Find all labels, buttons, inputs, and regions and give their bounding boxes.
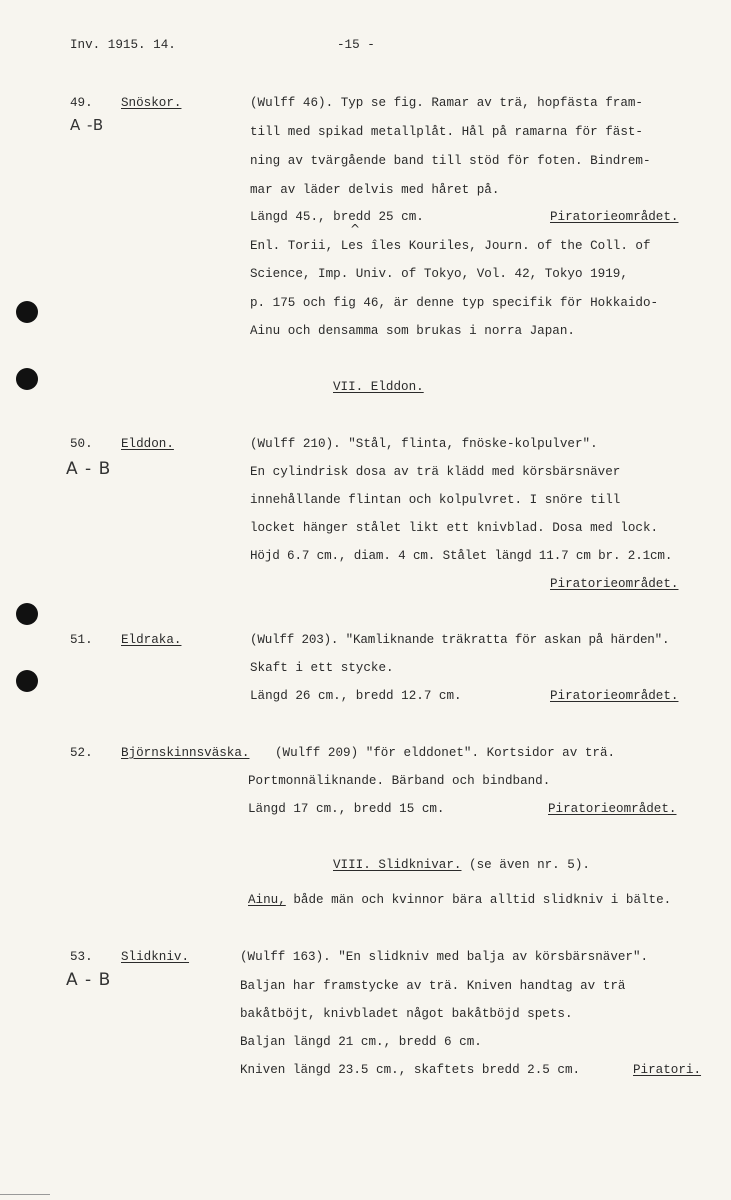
entry-line: innehållande flintan och kolpulvret. I snöre till xyxy=(250,493,621,507)
entry-line: till med spikad metallplåt. Hål på ramarna för fäst- xyxy=(250,125,643,139)
entry-place: Piratorieområdet. xyxy=(548,802,677,816)
handwritten-mark: A - B xyxy=(66,970,112,990)
page-number: -15 - xyxy=(337,38,375,52)
entry-number: 53. xyxy=(70,950,93,964)
entry-line: ning av tvärgående band till stöd för foten. Bindrem- xyxy=(250,154,651,168)
entry-line: Höjd 6.7 cm., diam. 4 cm. Stålet längd 11.7 cm br. 2.1cm. xyxy=(250,549,673,563)
entry-line: En cylindrisk dosa av trä klädd med körsbärsnäver xyxy=(250,465,621,479)
entry-place: Piratorieområdet. xyxy=(550,577,679,591)
punch-hole xyxy=(16,301,38,323)
section-heading-line xyxy=(333,858,590,872)
entry-title: Slidkniv. xyxy=(121,950,190,964)
entry-line: p. 175 och fig 46, är denne typ specifik för Hokkaido- xyxy=(250,296,659,310)
scan-edge-line xyxy=(0,1194,50,1195)
entry-line: (Wulff 210). "Stål, flinta, fnöske-kolpulver". xyxy=(250,437,598,451)
entry-line: (Wulff 203). "Kamliknande träkratta för askan på härden". xyxy=(250,633,670,647)
section-note: (se även nr. 5). xyxy=(469,858,590,872)
punch-hole xyxy=(16,670,38,692)
entry-line: mar av läder delvis med håret på. xyxy=(250,183,500,197)
entry-title: Björnskinnsväska. xyxy=(121,746,250,760)
section-intro xyxy=(248,893,671,907)
insertion-caret: ^ xyxy=(350,222,361,236)
entry-line: Ainu och densamma som brukas i norra Japan. xyxy=(250,324,575,338)
entry-line: Längd 17 cm., bredd 15 cm. xyxy=(248,802,445,816)
handwritten-mark: A -B xyxy=(70,116,105,134)
entry-line: Portmonnäliknande. Bärband och bindband. xyxy=(248,774,551,788)
entry-number: 50. xyxy=(70,437,93,451)
entry-place: Piratorieområdet. xyxy=(550,210,679,224)
entry-line: Kniven längd 23.5 cm., skaftets bredd 2.5 cm. xyxy=(240,1063,581,1077)
section-intro-word: Ainu, xyxy=(248,893,286,907)
entry-title: Eldraka. xyxy=(121,633,182,647)
entry-number: 51. xyxy=(70,633,93,647)
entry-line: Längd 45., bredd 25 cm. xyxy=(250,210,424,224)
entry-place: Piratorieområdet. xyxy=(550,689,679,703)
entry-title: Snöskor. xyxy=(121,96,182,110)
entry-line: (Wulff 163). "En slidkniv med balja av körsbärsnäver". xyxy=(240,950,649,964)
entry-line: (Wulff 209) "för elddonet". Kortsidor av trä. xyxy=(275,746,616,760)
inventory-number: Inv. 1915. 14. xyxy=(70,38,176,52)
entry-line: (Wulff 46). Typ se fig. Ramar av trä, hopfästa fram- xyxy=(250,96,643,110)
entry-number: 49. xyxy=(70,96,93,110)
entry-line: Skaft i ett stycke. xyxy=(250,661,394,675)
entry-line: bakåtböjt, knivbladet något bakåtböjd spets. xyxy=(240,1007,573,1021)
entry-line: Baljan längd 21 cm., bredd 6 cm. xyxy=(240,1035,482,1049)
handwritten-mark: A - B xyxy=(66,459,112,479)
punch-hole xyxy=(16,603,38,625)
entry-line: locket hänger stålet likt ett knivblad. Dosa med lock. xyxy=(250,521,659,535)
entry-number: 52. xyxy=(70,746,93,760)
section-intro-text: både män och kvinnor bära alltid slidkniv i bälte. xyxy=(293,893,672,907)
entry-title: Elddon. xyxy=(121,437,174,451)
entry-line: Enl. Torii, Les îles Kouriles, Journ. of the Coll. of xyxy=(250,239,651,253)
punch-hole xyxy=(16,368,38,390)
entry-place: Piratori. xyxy=(633,1063,702,1077)
entry-line: Baljan har framstycke av trä. Kniven handtag av trä xyxy=(240,979,626,993)
section-heading: VII. Elddon. xyxy=(333,380,424,394)
section-heading: VIII. Slidknivar. xyxy=(333,858,462,872)
entry-line: Science, Imp. Univ. of Tokyo, Vol. 42, Tokyo 1919, xyxy=(250,267,628,281)
entry-line: Längd 26 cm., bredd 12.7 cm. xyxy=(250,689,462,703)
